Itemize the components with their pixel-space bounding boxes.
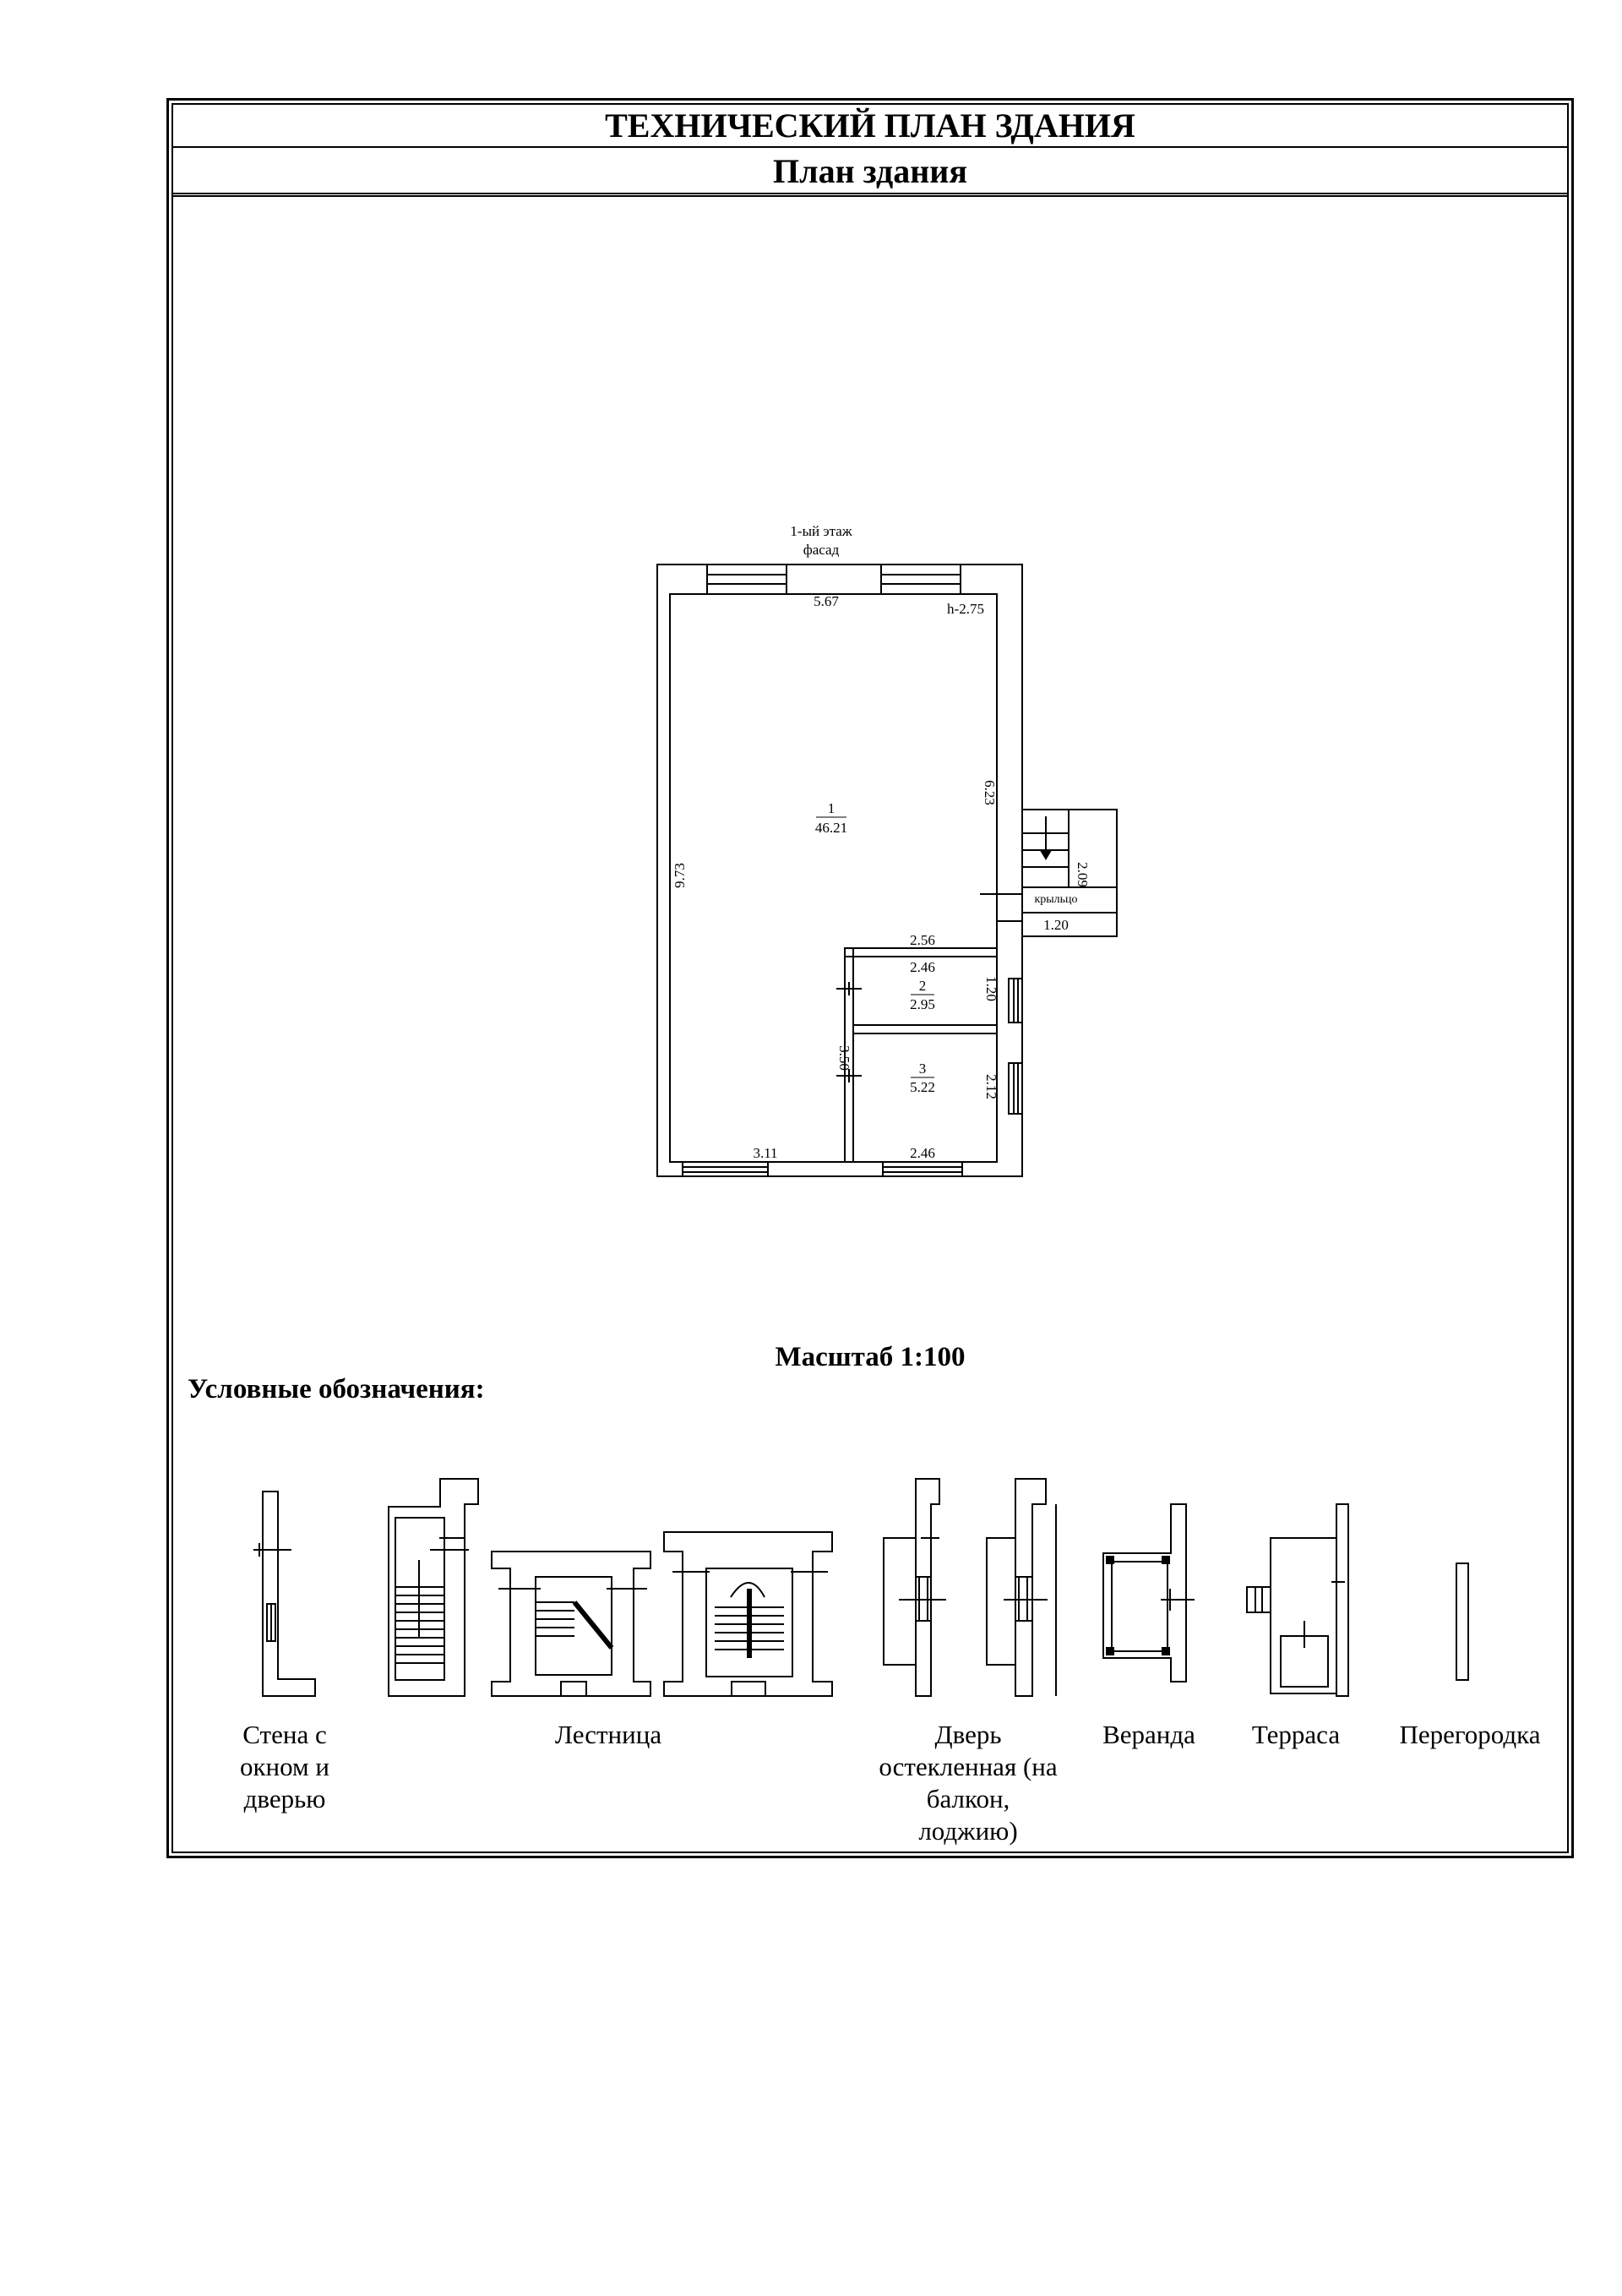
staircase-icon-3: [664, 1532, 832, 1696]
legend-caption-terrace: Терраса: [1251, 1720, 1341, 1749]
facade-label: фасад: [803, 542, 840, 558]
window-right-room2: [1009, 979, 1022, 1023]
wall-window-door-icon: [253, 1492, 315, 1696]
staircase-icon-1: [389, 1479, 478, 1696]
dim-partition-width: 2.56: [910, 932, 935, 948]
glazed-door-icon-1: [884, 1479, 946, 1696]
dim-top-width: 5.67: [814, 593, 839, 609]
dim-left-height: 9.73: [672, 863, 688, 888]
porch-label: крыльцо: [1034, 893, 1078, 906]
legend-caption-glazed-door: Дверь остекленная (на балкон, лоджию): [879, 1720, 1058, 1846]
dim-room3-height: 2.12: [983, 1074, 999, 1099]
scale-label: Масштаб 1:100: [775, 1342, 966, 1372]
partition-icon: [1456, 1563, 1468, 1680]
outer-wall: [657, 564, 1022, 1176]
dim-porch-width: 1.20: [1043, 917, 1069, 933]
glazed-door-icon-2: [987, 1479, 1056, 1696]
window-top-left: [707, 564, 787, 594]
dim-partition-height: 3.50: [836, 1045, 852, 1071]
legend-caption-wall: Стена с окном и дверью: [239, 1720, 330, 1813]
staircase-icon-2: [492, 1552, 650, 1696]
dim-room2-width: 2.46: [910, 959, 935, 975]
dim-bottom-right: 2.46: [910, 1145, 935, 1161]
dim-room2-height: 1.20: [983, 976, 999, 1001]
floor-label: 1-ый этаж: [790, 523, 852, 539]
porch: [1022, 810, 1117, 936]
room1-number: 1: [827, 800, 835, 816]
document-subtitle: План здания: [773, 152, 967, 190]
terrace-icon: [1247, 1504, 1348, 1696]
dim-right-upper: 6.23: [982, 780, 998, 805]
room2-area: 2.95: [910, 996, 935, 1012]
height-label: h-2.75: [947, 601, 984, 617]
veranda-icon: [1103, 1504, 1195, 1682]
document-title: ТЕХНИЧЕСКИЙ ПЛАН ЗДАНИЯ: [605, 106, 1135, 145]
legend-caption-veranda: Веранда: [1102, 1720, 1195, 1749]
window-right-room3: [1009, 1063, 1022, 1114]
legend-caption-partition: Перегородка: [1399, 1720, 1541, 1749]
room2-number: 2: [918, 978, 927, 994]
legend-caption-staircase: Лестница: [554, 1720, 662, 1749]
inner-wall: [670, 594, 997, 1162]
room3-area: 5.22: [910, 1079, 935, 1095]
window-bottom-right: [883, 1162, 962, 1176]
room1-area: 46.21: [814, 820, 848, 836]
dim-porch-length: 2.09: [1075, 862, 1091, 887]
room3-number: 3: [918, 1061, 927, 1077]
legend-title: Условные обозначения:: [188, 1374, 485, 1404]
dim-bottom-left: 3.11: [753, 1145, 778, 1161]
window-bottom-left: [683, 1162, 768, 1176]
window-top-right: [881, 564, 961, 594]
